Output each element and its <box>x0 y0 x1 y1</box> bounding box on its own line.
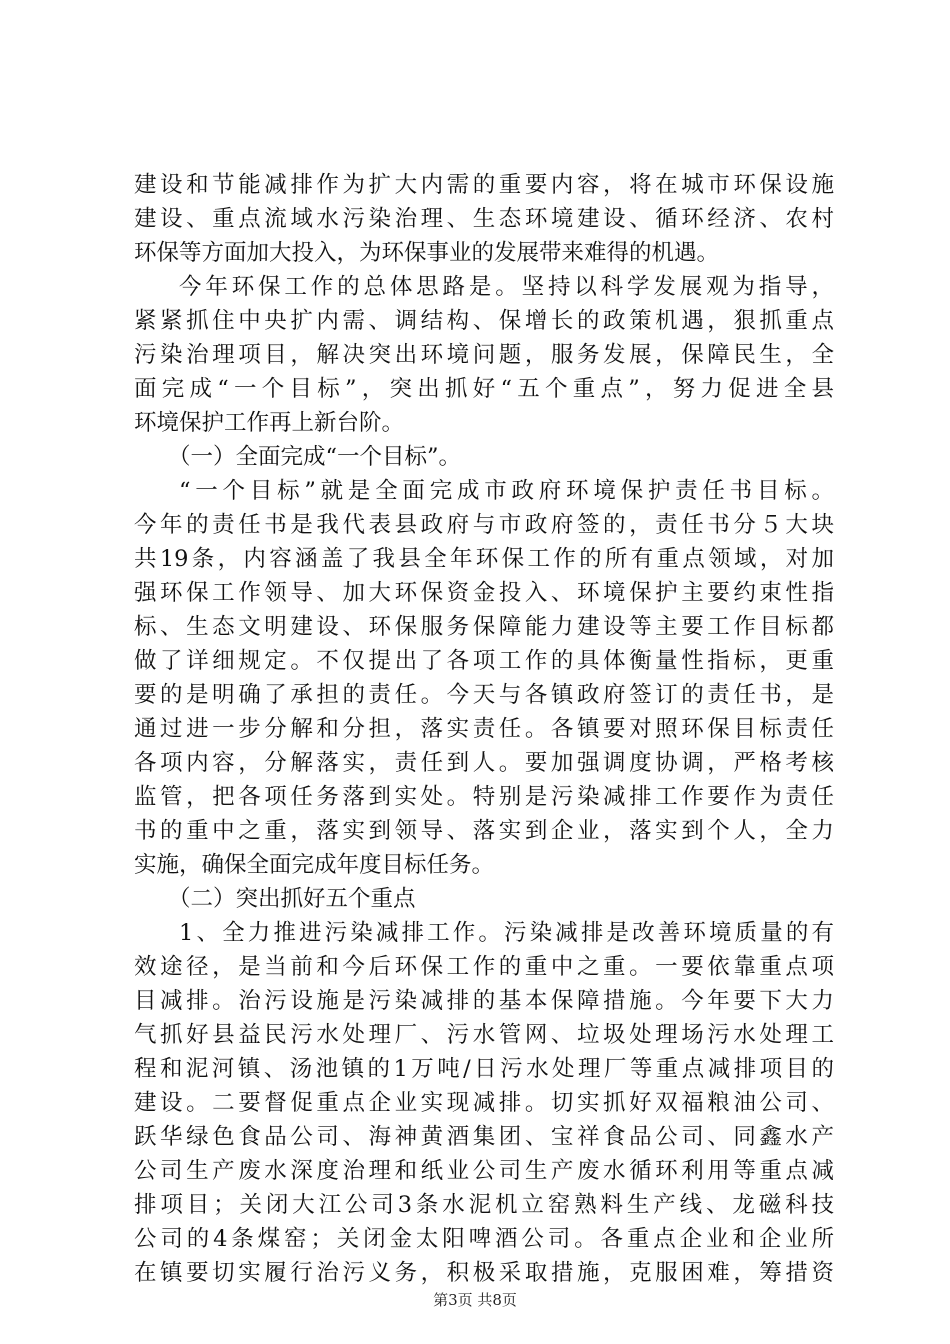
text-line: 做了详细规定。不仅提出了各项工作的具体衡量性指标，更重 <box>134 648 834 674</box>
text-line: 建设、重点流域水污染治理、生态环境建设、循环经济、农村 <box>134 206 834 232</box>
text-line: 共19条，内容涵盖了我县全年环保工作的所有重点领域，对加 <box>134 546 834 572</box>
text-line: 目减排。治污设施是污染减排的基本保障措施。今年要下大力 <box>134 988 834 1014</box>
body-text <box>134 168 834 1290</box>
text-line: 公司的4条煤窑；关闭金太阳啤酒公司。各重点企业和企业所 <box>134 1226 834 1252</box>
text-line: 建设和节能减排作为扩大内需的重要内容，将在城市环保设施 <box>134 172 834 198</box>
text-line: “一个目标”就是全面完成市政府环境保护责任书目标。 <box>179 478 834 504</box>
text-line: 建设。二要督促重点企业实现减排。切实抓好双福粮油公司、 <box>134 1090 834 1116</box>
text-line: 1、全力推进污染减排工作。污染减排是改善环境质量的有 <box>179 920 834 946</box>
text-line: （二）突出抓好五个重点 <box>168 886 416 912</box>
text-line: （一）全面完成“一个目标”。 <box>168 444 462 470</box>
text-line: 跃华绿色食品公司、海神黄酒集团、宝祥食品公司、同鑫水产 <box>134 1124 834 1150</box>
text-line: 强环保工作领导、加大环保资金投入、环境保护主要约束性指 <box>134 580 834 606</box>
page-footer: 第3页 共8页 <box>433 1291 517 1309</box>
text-line: 今年环保工作的总体思路是。坚持以科学发展观为指导， <box>179 274 834 300</box>
text-line: 要的是明确了承担的责任。今天与各镇政府签订的责任书，是 <box>134 682 834 708</box>
text-line: 气抓好县益民污水处理厂、污水管网、垃圾处理场污水处理工 <box>134 1022 834 1048</box>
text-line: 环保等方面加大投入，为环保事业的发展带来难得的机遇。 <box>134 240 720 266</box>
text-line: 书的重中之重，落实到领导、落实到企业，落实到个人，全力 <box>134 818 834 844</box>
text-line: 环境保护工作再上新台阶。 <box>134 410 405 436</box>
text-line: 监管，把各项任务落到实处。特别是污染减排工作要作为责任 <box>134 784 834 810</box>
text-line: 通过进一步分解和分担，落实责任。各镇要对照环保目标责任 <box>134 716 834 742</box>
text-line: 今年的责任书是我代表县政府与市政府签的，责任书分５大块 <box>134 512 834 538</box>
text-line: 紧紧抓住中央扩内需、调结构、保增长的政策机遇，狠抓重点 <box>134 308 834 334</box>
text-line: 公司生产废水深度治理和纸业公司生产废水循环利用等重点减 <box>134 1158 834 1184</box>
text-line: 排项目；关闭大江公司3条水泥机立窑熟料生产线、龙磁科技 <box>134 1192 834 1218</box>
text-line: 面完成“一个目标”，突出抓好“五个重点”，努力促进全县 <box>134 376 834 402</box>
text-line: 污染治理项目，解决突出环境问题，服务发展，保障民生，全 <box>134 342 834 368</box>
text-line: 各项内容，分解落实，责任到人。要加强调度协调，严格考核 <box>134 750 834 776</box>
text-line: 标、生态文明建设、环保服务保障能力建设等主要工作目标都 <box>134 614 834 640</box>
text-line: 效途径，是当前和今后环保工作的重中之重。一要依靠重点项 <box>134 954 834 980</box>
text-line: 实施，确保全面完成年度目标任务。 <box>134 852 495 878</box>
text-line: 程和泥河镇、汤池镇的1万吨/日污水处理厂等重点减排项目的 <box>134 1056 834 1082</box>
text-line: 在镇要切实履行治污义务，积极采取措施，克服困难，筹措资 <box>134 1260 834 1286</box>
